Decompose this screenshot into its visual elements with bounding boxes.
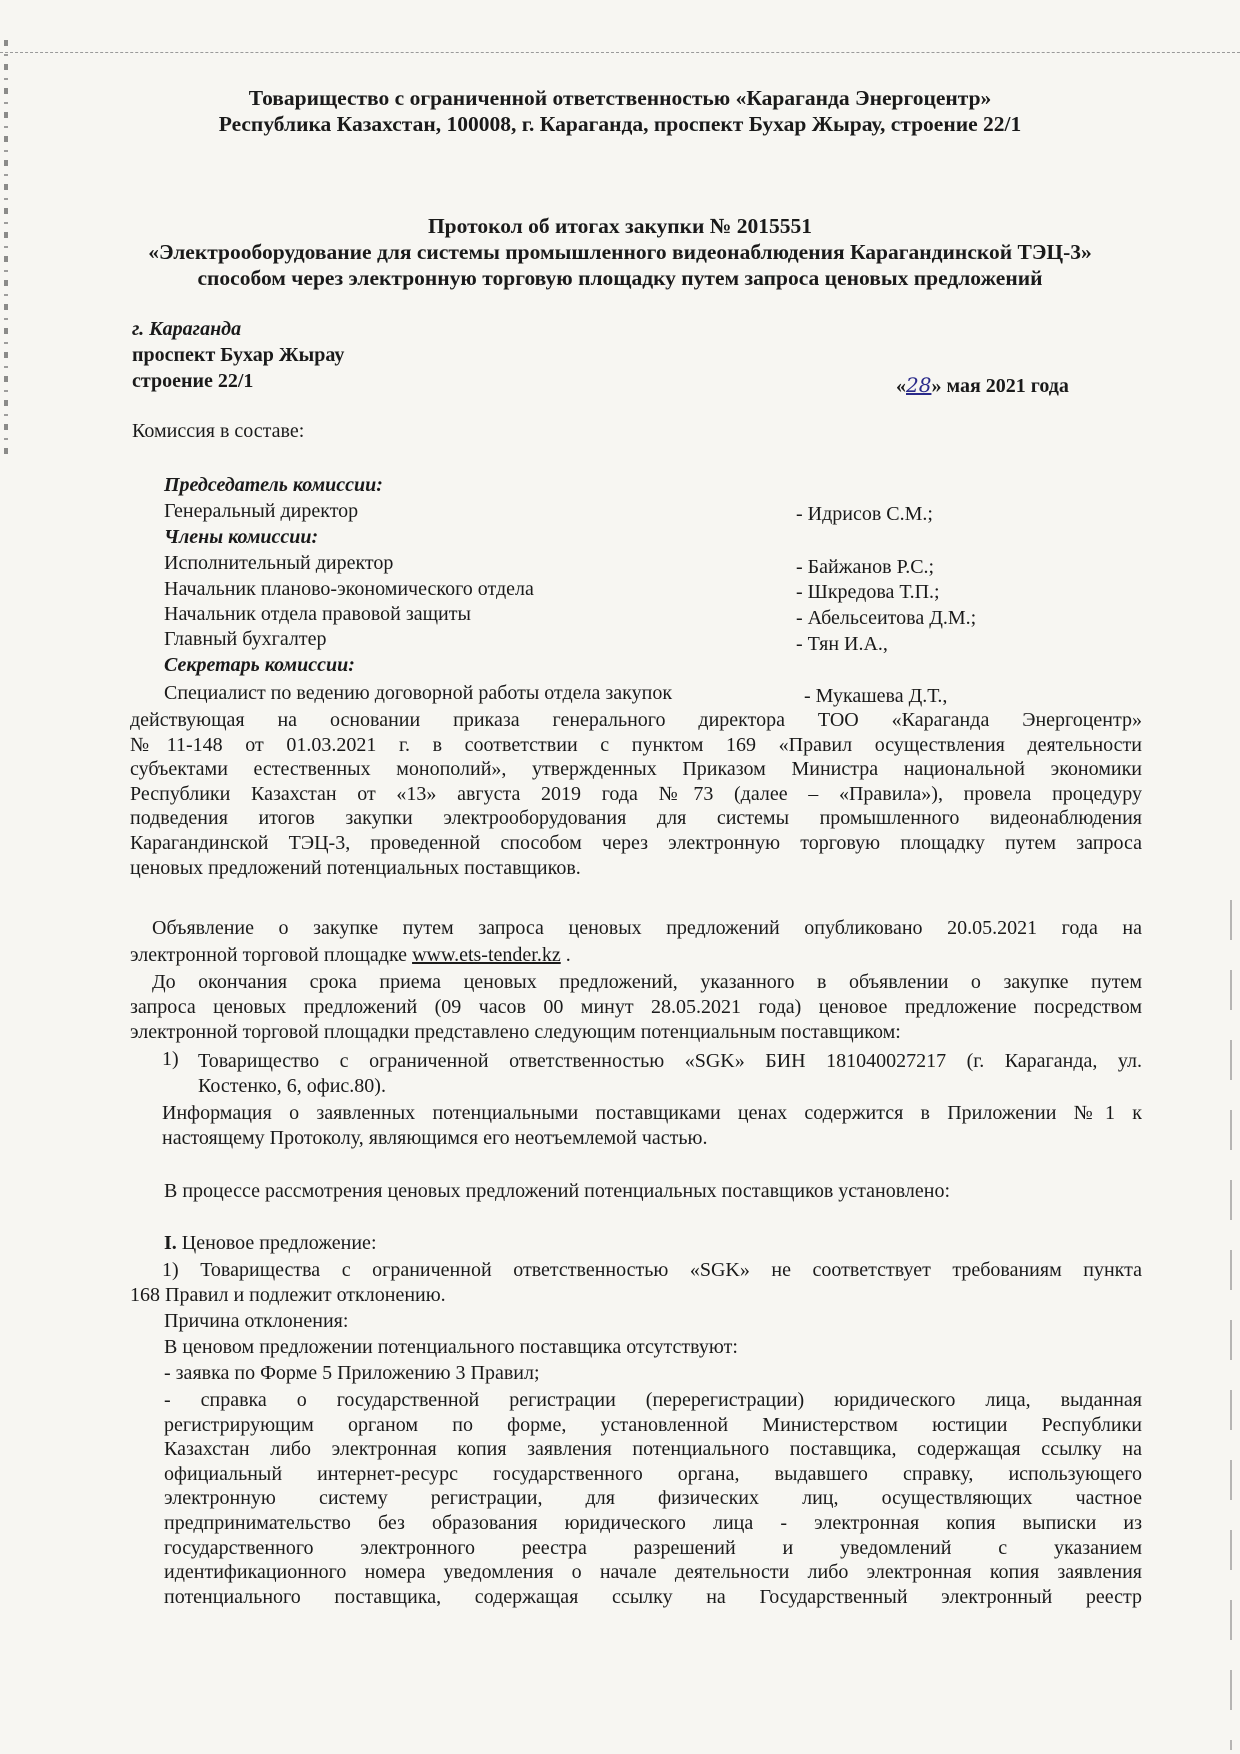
review-statement: В процессе рассмотрения ценовых предложений потенциальных поставщиков установлено: (164, 1180, 950, 1202)
member-name-2: - Шкредова Т.П.; (796, 581, 940, 603)
announcement-prefix: электронной торговой площадке (130, 944, 408, 966)
date-close-quote: » (931, 375, 942, 397)
deadline-line: запроса ценовых предложений (09 часов 00 минут 28.05.2021 года) ценовое предложение посредством (130, 996, 1142, 1018)
section-heading (164, 1232, 377, 1255)
org-name: Товарищество с ограниченной ответственностью «Караганда Энергоцентр» (248, 86, 992, 110)
registration-line: официальный интернет-ресурс государственного органа, выдавшего справку, использующего (164, 1462, 1142, 1485)
date-day-handwritten: 28 (906, 373, 932, 397)
basis-line: субъектами естественных монополий», утвержденных Приказом Министра национальной экономики (130, 758, 1142, 781)
member-role-3: Начальник отдела правовой защиты (164, 603, 471, 625)
supplier-line: Костенко, 6, офис.80). (198, 1074, 386, 1097)
deadline-paragraph-first (152, 970, 1142, 995)
missing-item-registration (164, 1388, 1142, 1609)
member-name-3: - Абельсеитова Д.М.; (796, 607, 977, 629)
registration-line: потенциального поставщика, содержащая ссылку на Государственный электронный реестр (164, 1585, 1142, 1608)
secretary-name: - Мукашева Д.Т., (804, 685, 948, 707)
member-role-1: Исполнительный директор (164, 552, 394, 574)
scan-edge-right (1230, 900, 1232, 1750)
commission-intro: Комиссия в составе: (132, 420, 305, 442)
registration-line: государственного электронного реестра разрешений и уведомлений с указанием (164, 1536, 1142, 1559)
protocol-method: способом через электронную торговую площадку путем запроса ценовых предложений (197, 266, 1043, 290)
announcement-suffix: . (565, 944, 571, 966)
registration-line: предпринимательство без образования юридического лица - электронная копия выписки из (164, 1511, 1142, 1534)
member-role-2: Начальник планово-экономического отдела (164, 578, 534, 600)
date-open-quote: « (896, 375, 906, 397)
supplier-item (198, 1049, 1142, 1098)
deadline-paragraph (130, 995, 1142, 1044)
member-name-4: - Тян И.А., (796, 633, 888, 655)
chair-name: - Идрисов С.М.; (796, 503, 933, 525)
scan-edge-top (0, 52, 1240, 54)
secretary-role: Специалист по ведению договорной работы отдела закупок (164, 682, 673, 704)
deadline-line: До окончания срока приема ценовых предложений, указанного в объявлении о закупке путем (152, 971, 1142, 993)
basis-paragraph (130, 708, 1142, 880)
members-heading: Члены комиссии: (164, 526, 319, 548)
info-paragraph (162, 1101, 1142, 1150)
section-number: I. (164, 1232, 177, 1254)
place-city: г. Караганда (132, 318, 242, 340)
member-name-1: - Байжанов Р.С.; (796, 556, 935, 578)
place-street: проспект Бухар Жырау (132, 344, 345, 366)
registration-line: Казахстан либо электронная копия заявления потенциального поставщика, содержащая ссылку на (164, 1438, 1142, 1461)
protocol-title: Протокол об итогах закупки № 2015551 (427, 214, 813, 238)
basis-line: №11-148 от 01.03.2021 г. в соответствии с пунктом 169 «Правил осуществления деятельности (130, 733, 1142, 756)
finding-first-line (162, 1258, 1142, 1283)
finding-line: 1) Товарищества с ограниченной ответственностью «SGK» не соответствует требованиям пункта (162, 1259, 1142, 1281)
supplier-line: Товарищество с ограниченной ответственностью «SGK» БИН 181040027217 (г. Караганда, ул. (198, 1050, 1142, 1072)
chair-heading: Председатель комиссии: (164, 474, 383, 496)
registration-line: электронную систему регистрации, для физических лиц, осуществляющих частное (164, 1487, 1142, 1510)
basis-line: действующая на основании приказа генерального директора ТОО «Караганда Энергоцентр» (130, 709, 1142, 731)
finding-second-line: 168 Правил и подлежит отклонению. (130, 1284, 446, 1306)
registration-line: регистрирующим органом по форме, установленной Министерством юстиции Республики (164, 1413, 1142, 1436)
info-line: настоящему Протоколу, являющимся его неотъемлемой частью. (162, 1126, 708, 1149)
basis-line: Карагандинской ТЭЦ-3, проведенной способом через электронную торговую площадку путем запроса (130, 831, 1142, 854)
basis-line: подведения итогов закупки электрооборудования для системы промышленного видеонаблюдения (130, 807, 1142, 830)
basis-line: Республики Казахстан от «13» августа 2019 года №73 (далее – «Правила»), провела процедуру (130, 782, 1142, 805)
missing-item-application: - заявка по Форме 5 Приложению 3 Правил; (164, 1362, 540, 1384)
registration-line: идентификационного номера уведомления о начале деятельности либо электронная копия заявления (164, 1561, 1142, 1584)
protocol-subject: «Электрооборудование для системы промышленного видеонаблюдения Карагандинской ТЭЦ-3» (148, 240, 1092, 264)
section-title: Ценовое предложение: (181, 1232, 377, 1254)
announcement-line-2 (130, 944, 571, 967)
org-address: Республика Казахстан, 100008, г. Караганда, проспект Бухар Жырау, строение 22/1 (218, 112, 1022, 136)
protocol-date (896, 374, 1069, 398)
member-role-4: Главный бухгалтер (164, 628, 327, 650)
basis-line: ценовых предложений потенциальных поставщиков. (130, 856, 581, 879)
deadline-line: электронной торговой площадки представлено следующим потенциальным поставщиком: (130, 1020, 901, 1043)
rejection-reason-label: Причина отклонения: (164, 1310, 349, 1332)
place-building: строение 22/1 (132, 370, 254, 392)
tender-site-link[interactable]: www.ets-tender.kz (412, 944, 561, 966)
announcement-line: Объявление о закупке путем запроса ценовых предложений опубликовано 20.05.2021 года на (152, 917, 1142, 939)
supplier-number: 1) (162, 1048, 179, 1070)
missing-intro: В ценовом предложении потенциального поставщика отсутствуют: (164, 1336, 738, 1358)
announcement-paragraph (152, 916, 1142, 941)
secretary-heading: Секретарь комиссии: (164, 654, 355, 676)
registration-line: - справка о государственной регистрации (перерегистрации) юридического лица, выданная (164, 1389, 1142, 1411)
chair-role: Генеральный директор (164, 500, 359, 522)
date-month-year: мая 2021 года (946, 375, 1069, 397)
info-line: Информация о заявленных потенциальными поставщиками ценах содержится в Приложении №1 к (162, 1102, 1142, 1124)
